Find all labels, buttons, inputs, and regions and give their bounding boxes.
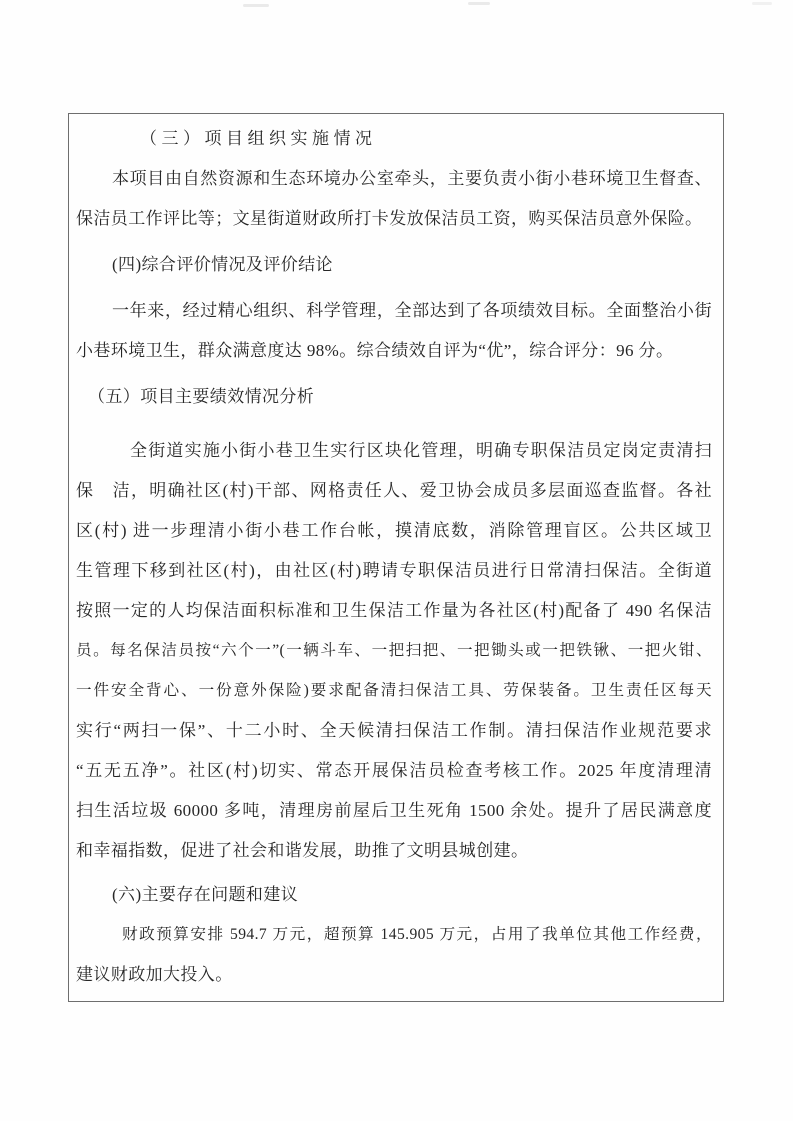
- heading-section-3: （三）项目组织实施情况: [140, 129, 377, 148]
- text-line: 区(村) 进一步理清小街小巷工作台帐，摸清底数，消除管理盲区。公共区域卫: [76, 521, 712, 540]
- heading-section-5: （五）项目主要绩效情况分析: [88, 387, 315, 406]
- text-line: 生管理下移到社区(村)，由社区(村)聘请专职保洁员进行日常清扫保洁。全街道: [76, 561, 712, 580]
- text-line: “五无五净”。社区(村)切实、常态开展保洁员检查考核工作。2025 年度清理清: [76, 761, 712, 780]
- scan-smudge: [468, 2, 490, 5]
- text-line: 员。每名保洁员按“六个一”(一辆斗车、一把扫把、一把锄头或一把铁锹、一把火钳、: [76, 642, 712, 659]
- text-line: 一年来，经过精心组织、科学管理，全部达到了各项绩效目标。全面整治小街: [112, 301, 712, 320]
- text-line: 保洁员工作评比等；文星街道财政所打卡发放保洁员工资，购买保洁员意外保险。: [76, 209, 703, 228]
- text-line: 建议财政加大投入。: [76, 965, 233, 984]
- text-line: 小巷环境卫生，群众满意度达 98%。综合绩效自评为“优”，综合评分：96 分。: [76, 341, 674, 360]
- heading-section-4: (四)综合评价情况及评价结论: [112, 255, 333, 274]
- text-line: 和幸福指数，促进了社会和谐发展，助推了文明县城创建。: [76, 841, 529, 860]
- text-line: 本项目由自然资源和生态环境办公室牵头，主要负责小街小巷环境卫生督查、: [112, 169, 712, 188]
- scan-smudge: [243, 4, 269, 7]
- report-box: [68, 113, 724, 1002]
- text-line: 按照一定的人均保洁面积标准和卫生保洁工作量为各社区(村)配备了 490 名保洁: [76, 601, 712, 620]
- text-line: 一件安全背心、一份意外保险)要求配备清扫保洁工具、劳保装备。卫生责任区每天: [76, 682, 712, 699]
- text-line: 保 洁，明确社区(村)干部、网格责任人、爱卫协会成员多层面巡查监督。各社: [76, 481, 712, 500]
- text-line: 全街道实施小街小巷卫生实行区块化管理，明确专职保洁员定岗定责清扫: [130, 441, 712, 460]
- scan-smudge: [752, 2, 772, 5]
- text-line: 财政预算安排 594.7 万元，超预算 145.905 万元，占用了我单位其他工作经费，: [122, 926, 712, 943]
- text-line: 实行“两扫一保”、十二小时、全天候清扫保洁工作制。清扫保洁作业规范要求: [76, 721, 712, 740]
- text-line: 扫生活垃圾 60000 多吨，清理房前屋后卫生死角 1500 余处。提升了居民满意度: [76, 801, 712, 820]
- heading-section-6: (六)主要存在问题和建议: [112, 885, 299, 904]
